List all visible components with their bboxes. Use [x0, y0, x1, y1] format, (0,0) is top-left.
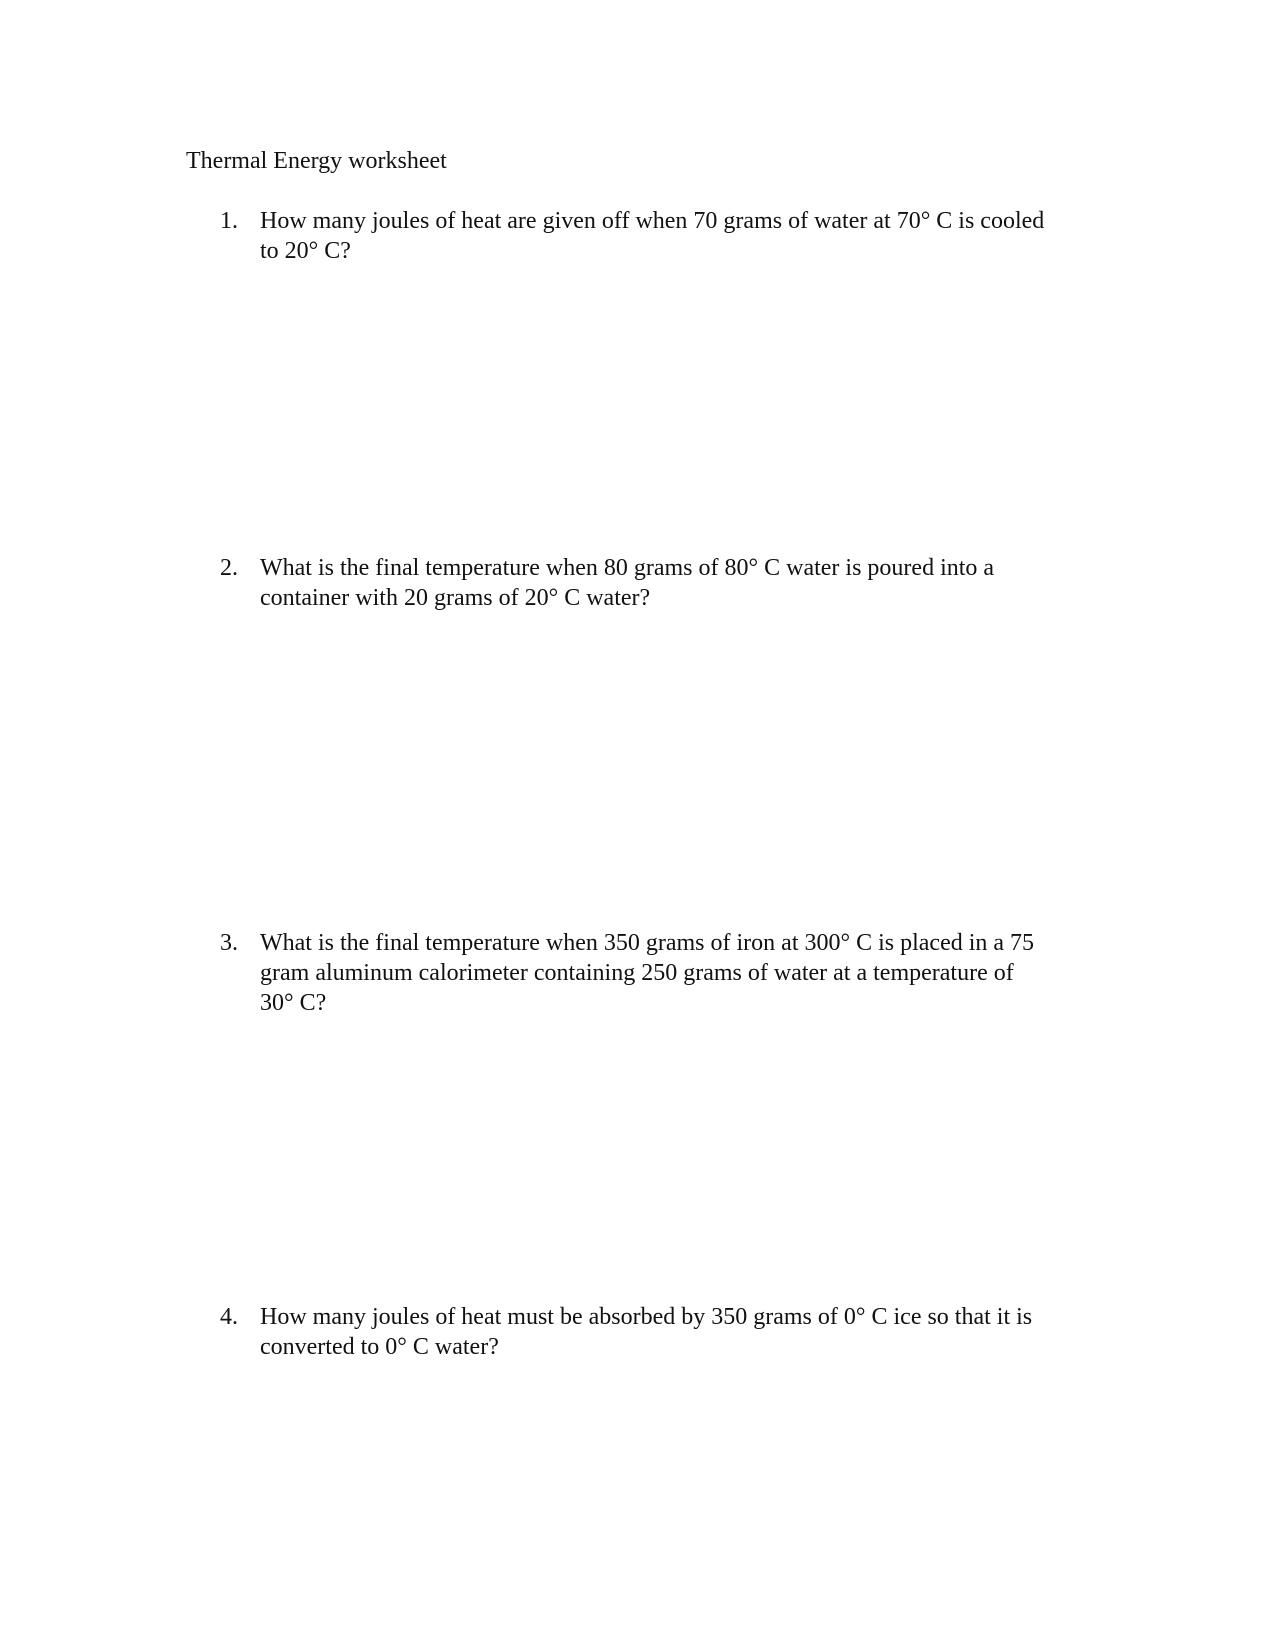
question-line: What is the final temperature when 350 grams of iron at 300° C is placed in a 75: [260, 930, 1035, 956]
question-text: [260, 1302, 1080, 1362]
question-number: 4.: [220, 1304, 238, 1330]
question-line: How many joules of heat are given off when 70 grams of water at 70° C is cooled: [260, 208, 1045, 234]
question-3: [220, 928, 1080, 1018]
question-line: What is the final temperature when 80 grams of 80° C water is poured into a: [260, 555, 995, 581]
question-text: [260, 928, 1080, 1018]
question-number: 1.: [220, 208, 238, 234]
question-line: How many joules of heat must be absorbed by 350 grams of 0° C ice so that it is: [260, 1304, 1033, 1330]
question-2: [220, 553, 1080, 613]
question-line: gram aluminum calorimeter containing 250 grams of water at a temperature of: [260, 960, 1014, 986]
question-number: 3.: [220, 930, 238, 956]
question-line: to 20° C?: [260, 238, 351, 264]
question-line: 30° C?: [260, 990, 327, 1016]
question-4: [220, 1302, 1080, 1362]
question-text: [260, 553, 1080, 613]
question-line: converted to 0° C water?: [260, 1334, 499, 1360]
page-title: Thermal Energy worksheet: [186, 148, 447, 174]
question-1: [220, 206, 1080, 266]
question-number: 2.: [220, 555, 238, 581]
question-line: container with 20 grams of 20° C water?: [260, 585, 651, 611]
question-text: [260, 206, 1080, 266]
